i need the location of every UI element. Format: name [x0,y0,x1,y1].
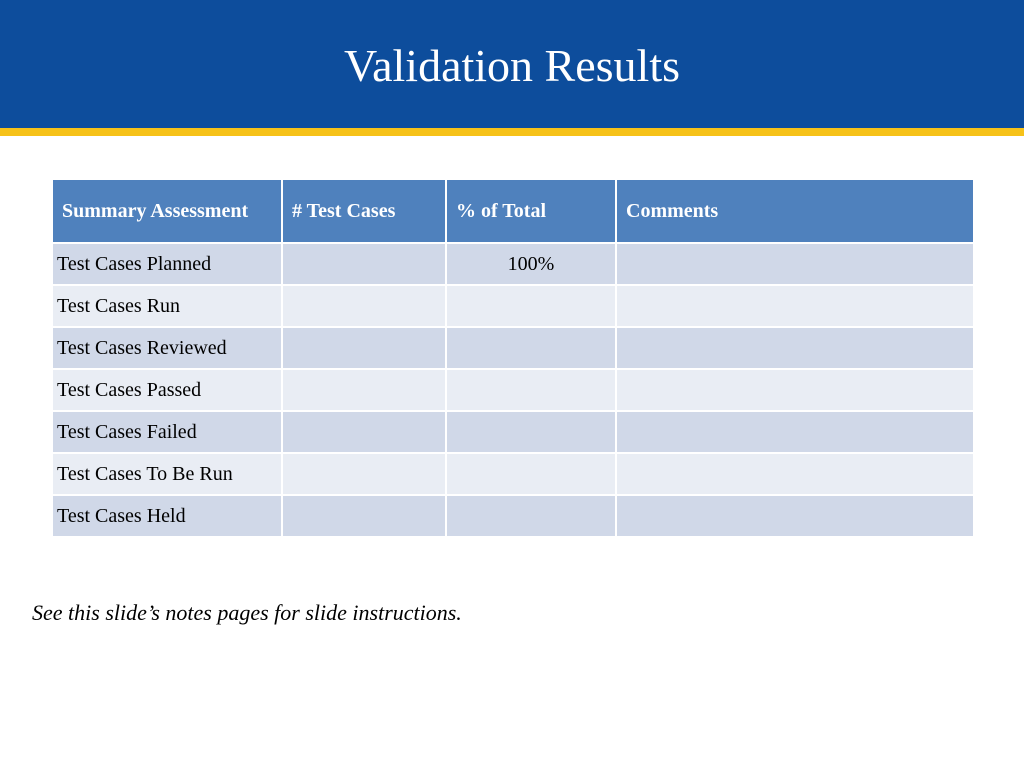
percent-cell: 100% [446,243,616,285]
header-summary-assessment: Summary Assessment [52,179,282,243]
comments-cell [616,243,974,285]
row-label: Test Cases Failed [52,411,282,453]
header-percent-of-total: % of Total [446,179,616,243]
percent-cell [446,369,616,411]
percent-cell [446,411,616,453]
table-row [52,327,974,369]
comments-cell [616,411,974,453]
table-row [52,495,974,537]
percent-cell [446,285,616,327]
test-case-count-cell [282,411,446,453]
percent-cell [446,495,616,537]
test-case-count-cell [282,495,446,537]
comments-cell [616,495,974,537]
test-case-count-cell [282,285,446,327]
header-test-cases-count: # Test Cases [282,179,446,243]
row-label: Test Cases Held [52,495,282,537]
header-comments: Comments [616,179,974,243]
comments-cell [616,453,974,495]
test-case-count-cell [282,243,446,285]
accent-stripe [0,128,1024,136]
percent-cell [446,327,616,369]
comments-cell [616,327,974,369]
table-row [52,285,974,327]
test-case-count-cell [282,369,446,411]
table-row [52,411,974,453]
table-row [52,453,974,495]
test-case-count-cell [282,453,446,495]
table-row [52,369,974,411]
test-case-count-cell [282,327,446,369]
row-label: Test Cases Reviewed [52,327,282,369]
table-header-row [52,179,974,243]
row-label: Test Cases Run [52,285,282,327]
table-row [52,243,974,285]
row-label: Test Cases Passed [52,369,282,411]
row-label: Test Cases Planned [52,243,282,285]
validation-results-table [51,178,975,538]
row-label: Test Cases To Be Run [52,453,282,495]
comments-cell [616,285,974,327]
comments-cell [616,369,974,411]
percent-cell [446,453,616,495]
slide-instructions-note: See this slide’s notes pages for slide instructions. [32,600,462,625]
slide-title: Validation Results [343,40,681,91]
